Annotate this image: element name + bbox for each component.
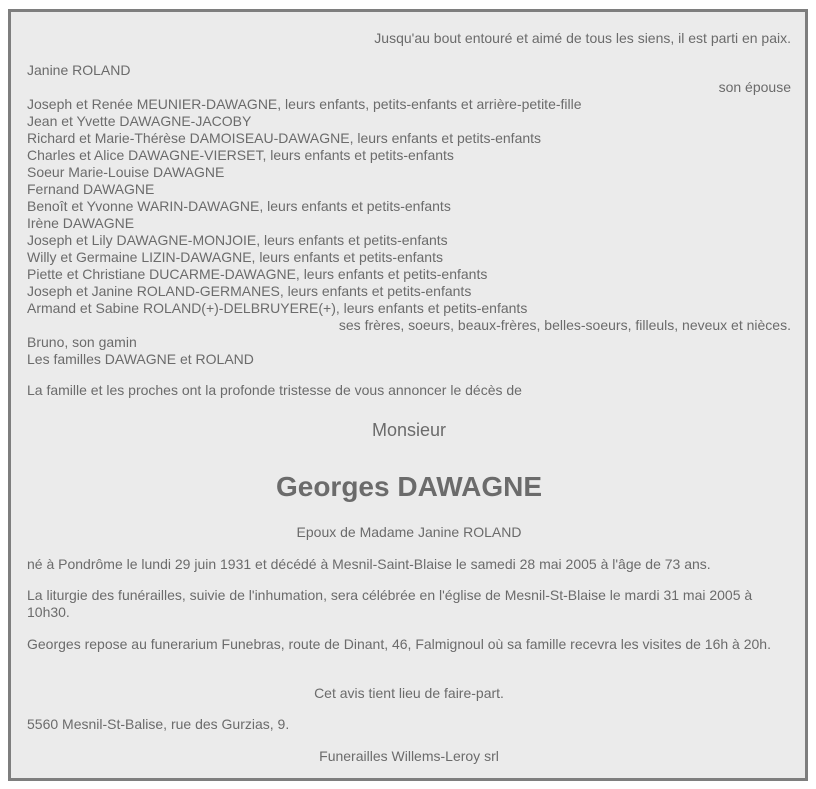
- deceased-name: Georges DAWAGNE: [275, 471, 543, 502]
- family-line: Benoît et Yvonne WARIN-DAWAGNE, leurs enfants et petits-enfants: [27, 198, 451, 214]
- family-line: Jean et Yvette DAWAGNE-JACOBY: [27, 113, 252, 129]
- obituary-frame: [8, 9, 808, 781]
- salutation: Monsieur: [371, 420, 447, 440]
- other-family-line: Les familles DAWAGNE et ROLAND: [27, 351, 254, 367]
- intro-quote: Jusqu'au bout entouré et aimé de tous les siens, il est parti en paix.: [374, 30, 791, 46]
- family-line: Armand et Sabine ROLAND(+)-DELBRUYERE(+), leurs enfants et petits-enfants: [27, 300, 528, 316]
- family-line: Irène DAWAGNE: [27, 215, 135, 231]
- funeral-home: Funerailles Willems-Leroy srl: [319, 748, 499, 764]
- family-line: Charles et Alice DAWAGNE-VIERSET, leurs enfants et petits-enfants: [27, 147, 454, 163]
- spouse-role: son épouse: [718, 79, 791, 95]
- notice: Cet avis tient lieu de faire-part.: [314, 685, 504, 701]
- family-line: Willy et Germaine LIZIN-DAWAGNE, leurs enfants et petits-enfants: [27, 249, 443, 265]
- birth-death: né à Pondrôme le lundi 29 juin 1931 et décédé à Mesnil-Saint-Blaise le samedi 28 mai 2005 à l'âge de 73 ans.: [27, 556, 711, 572]
- family-line: Richard et Marie-Thérèse DAMOISEAU-DAWAGNE, leurs enfants et petits-enfants: [27, 130, 542, 146]
- family-line: Joseph et Renée MEUNIER-DAWAGNE, leurs enfants, petits-enfants et arrière-petite-fille: [27, 96, 582, 112]
- family-line: Soeur Marie-Louise DAWAGNE: [27, 164, 225, 180]
- spouse-line: Epoux de Madame Janine ROLAND: [296, 524, 522, 540]
- family-line: Joseph et Lily DAWAGNE-MONJOIE, leurs enfants et petits-enfants: [27, 232, 448, 248]
- funerarium: Georges repose au funerarium Funebras, route de Dinant, 46, Falmignoul où sa famille recevra les visites de 16h à 20h.: [27, 636, 771, 652]
- address: 5560 Mesnil-St-Balise, rue des Gurzias, 9.: [27, 716, 290, 732]
- spouse-name: Janine ROLAND: [27, 62, 131, 78]
- other-family-line: Bruno, son gamin: [27, 334, 137, 350]
- family-line: Piette et Christiane DUCARME-DAWAGNE, leurs enfants et petits-enfants: [27, 266, 488, 282]
- announcement: La famille et les proches ont la profonde tristesse de vous annoncer le décès de: [27, 382, 522, 398]
- family-line: Joseph et Janine ROLAND-GERMANES, leurs enfants et petits-enfants: [27, 283, 472, 299]
- siblings-role: ses frères, soeurs, beaux-frères, belles-soeurs, filleuls, neveux et nièces.: [338, 317, 791, 333]
- liturgy: La liturgie des funérailles, suivie de l'inhumation, sera célébrée en l'église de Mesnil-St-Blaise le mardi 31 mai 2005 à 10h30.: [27, 587, 753, 620]
- family-line: Fernand DAWAGNE: [27, 181, 155, 197]
- family-list: [27, 96, 791, 368]
